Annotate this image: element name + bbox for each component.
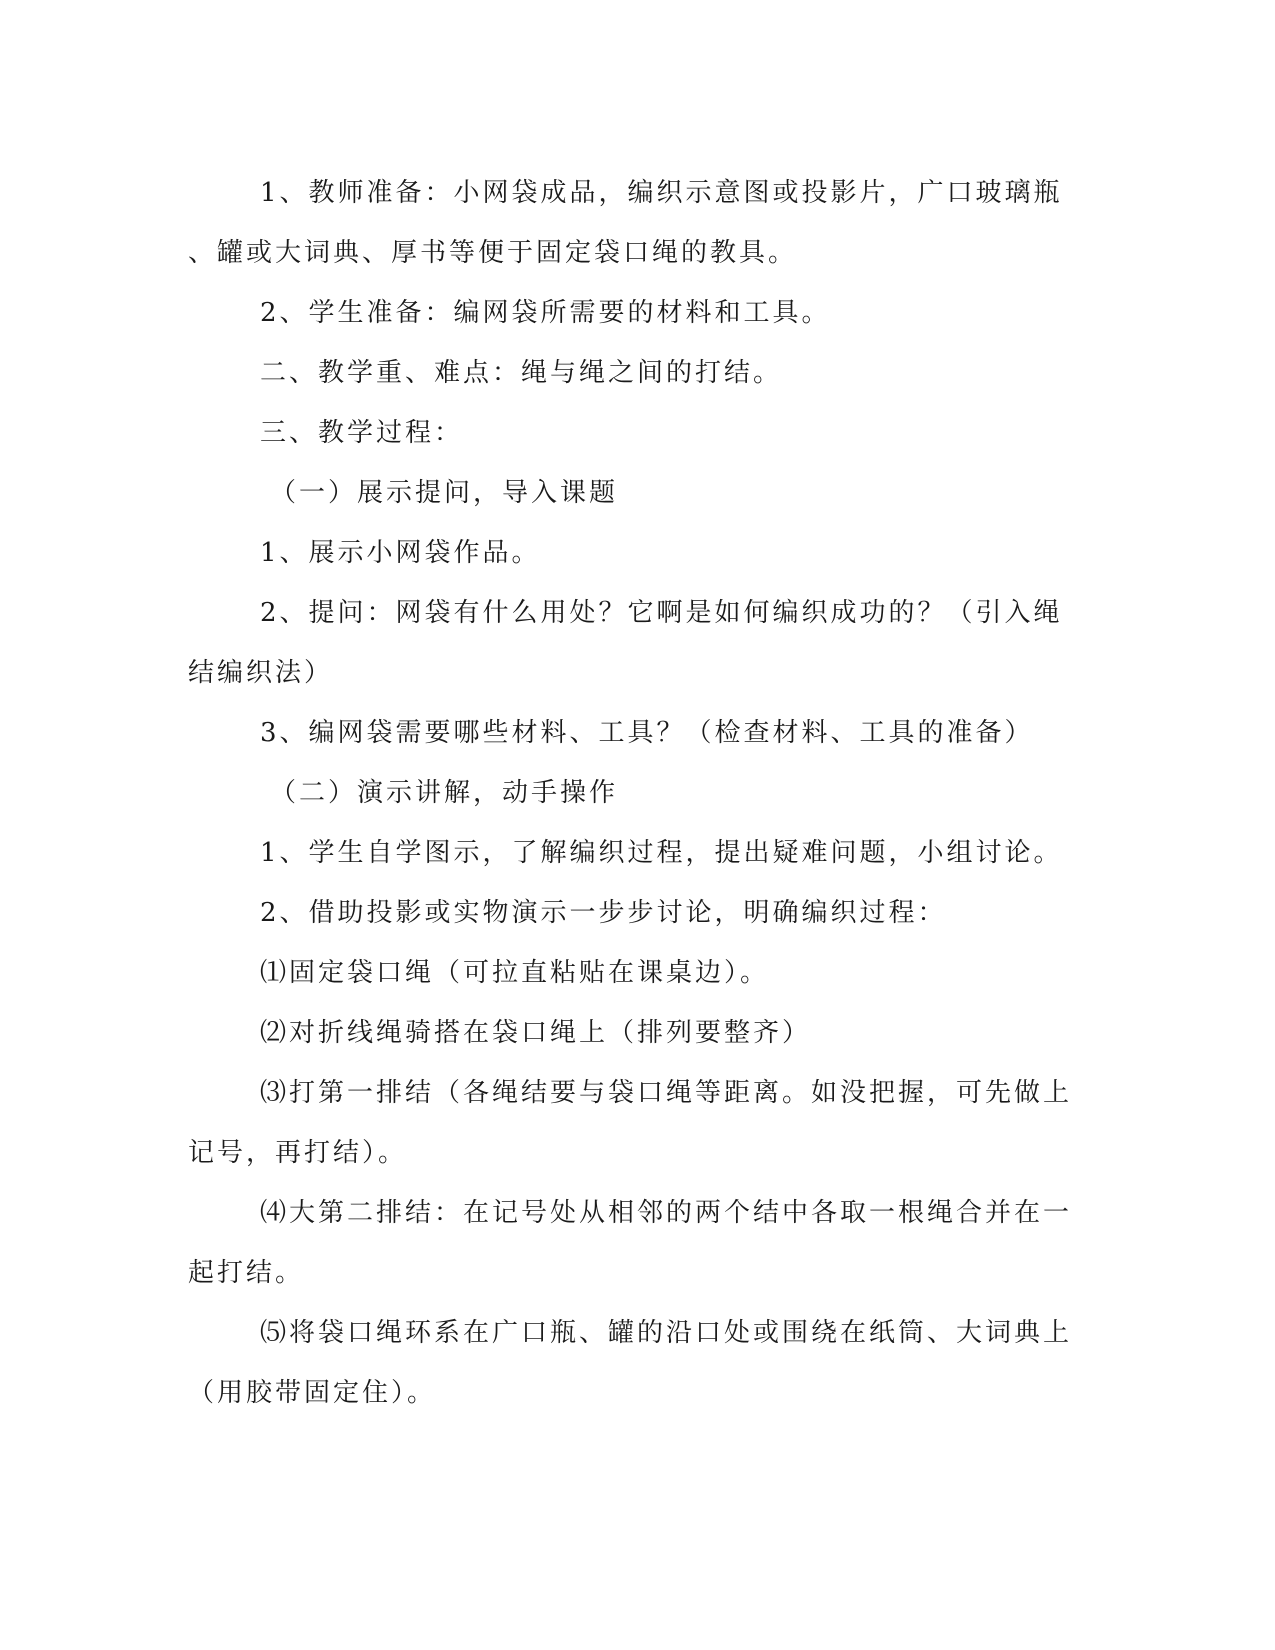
list-item-continuation: 记号，再打结）。: [188, 1138, 408, 1168]
paragraph-line: 2、借助投影或实物演示一步步讨论，明确编织过程：: [260, 898, 947, 928]
paragraph-line: 2、提问：网袋有什么用处？它啊是如何编织成功的？（引入绳: [260, 598, 1063, 628]
list-item-continuation: 起打结。: [188, 1258, 305, 1288]
list-item: ⑵对折线绳骑搭在袋口绳上（排列要整齐）: [260, 1018, 812, 1048]
list-item-continuation: （用胶带固定住）。: [188, 1378, 437, 1408]
paragraph-line: 3、编网袋需要哪些材料、工具？（检查材料、工具的准备）: [260, 718, 1034, 748]
list-item: ⑶打第一排结（各绳结要与袋口绳等距离。如没把握，可先做上: [260, 1078, 1073, 1108]
list-item: ⑴固定袋口绳（可拉直粘贴在课桌边）。: [260, 958, 770, 988]
paragraph-line: 1、展示小网袋作品。: [260, 538, 541, 568]
paragraph-line: 、罐或大词典、厚书等便于固定袋口绳的教具。: [188, 238, 798, 268]
document-body: [188, 163, 1073, 1423]
paragraph-line: 1、学生自学图示，了解编织过程，提出疑难问题，小组讨论。: [260, 838, 1063, 868]
section-heading: 三、教学过程：: [260, 418, 464, 448]
paragraph-line: 结编织法）: [188, 658, 334, 688]
subsection-heading: （一）展示提问，导入课题: [270, 478, 619, 508]
subsection-heading: （二）演示讲解，动手操作: [270, 778, 619, 808]
paragraph-line: 2、学生准备：编网袋所需要的材料和工具。: [260, 298, 831, 328]
list-item: ⑸将袋口绳环系在广口瓶、罐的沿口处或围绕在纸筒、大词典上: [260, 1318, 1073, 1348]
paragraph-line: 1、教师准备：小网袋成品，编织示意图或投影片，广口玻璃瓶: [260, 178, 1063, 208]
section-heading: 二、教学重、难点：绳与绳之间的打结。: [260, 358, 783, 388]
list-item: ⑷大第二排结：在记号处从相邻的两个结中各取一根绳合并在一: [260, 1198, 1073, 1228]
